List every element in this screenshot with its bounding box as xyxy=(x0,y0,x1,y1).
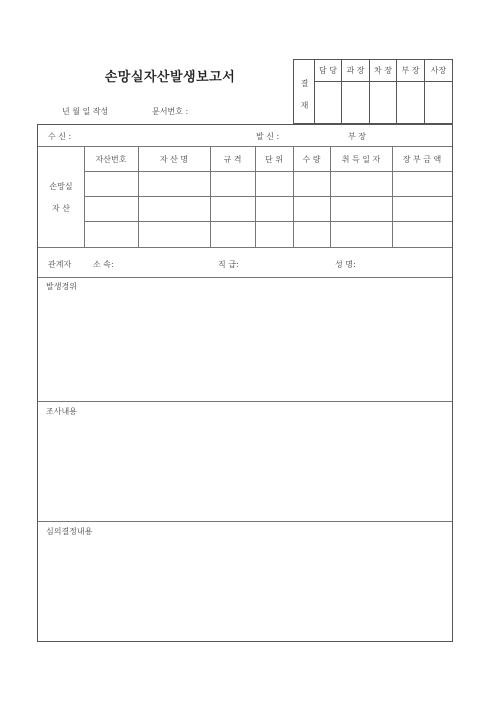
related-person-label: 관계자 xyxy=(48,260,72,269)
divider xyxy=(38,146,452,147)
asset-header-acquired-date: 취 득 일 자 xyxy=(341,155,381,164)
divider xyxy=(38,521,452,522)
asset-section-label: 손망실 xyxy=(49,182,73,191)
asset-section-label: 자 산 xyxy=(52,204,70,213)
position-label: 직 급: xyxy=(218,260,239,269)
approval-col-deputy[interactable] xyxy=(370,60,397,123)
approval-header: 과 장 xyxy=(342,60,369,82)
doc-number-label: 문서번호 : xyxy=(152,107,189,116)
asset-header-number: 자산번호 xyxy=(95,155,127,164)
approval-header: 부 장 xyxy=(397,60,424,82)
approval-col-president[interactable] xyxy=(425,60,452,123)
divider xyxy=(38,277,452,278)
asset-header-unit: 단 위 xyxy=(265,155,283,164)
report-form xyxy=(37,124,453,642)
approval-label-top: 결 xyxy=(300,79,309,88)
sender-label: 발 신 : xyxy=(256,132,280,141)
asset-header-spec: 규 격 xyxy=(223,155,242,164)
approval-header: 차 장 xyxy=(370,60,396,82)
divider xyxy=(84,196,452,197)
affiliation-label: 소 속: xyxy=(93,260,114,269)
divider xyxy=(84,171,452,172)
approval-box xyxy=(293,59,453,124)
asset-header-book-value: 장 부 금 액 xyxy=(402,155,442,164)
approval-col-manager[interactable] xyxy=(397,60,425,123)
document-title: 손망실자산발생보고서 xyxy=(104,70,236,85)
divider xyxy=(38,247,452,248)
asset-header-name: 자 산 명 xyxy=(159,155,189,164)
recipient-label: 수 신 : xyxy=(48,132,72,141)
sender-value: 부 장 xyxy=(348,132,366,141)
divider xyxy=(84,221,452,222)
deliberation-label: 심의결정내용 xyxy=(46,527,93,536)
approval-col-staff[interactable] xyxy=(315,60,342,123)
asset-header-quantity: 수 량 xyxy=(302,155,321,164)
occurrence-label: 발생경위 xyxy=(46,282,77,291)
approval-header: 사장 xyxy=(425,60,452,82)
approval-label-bottom: 재 xyxy=(300,101,309,110)
approval-label xyxy=(294,60,315,123)
investigation-label: 조사내용 xyxy=(46,407,77,416)
name-label: 성 명: xyxy=(335,260,356,269)
approval-col-section-chief[interactable] xyxy=(342,60,370,123)
approval-header: 담 당 xyxy=(315,60,341,82)
divider xyxy=(38,401,452,402)
date-line: 년 월 일 작성 xyxy=(62,107,109,116)
